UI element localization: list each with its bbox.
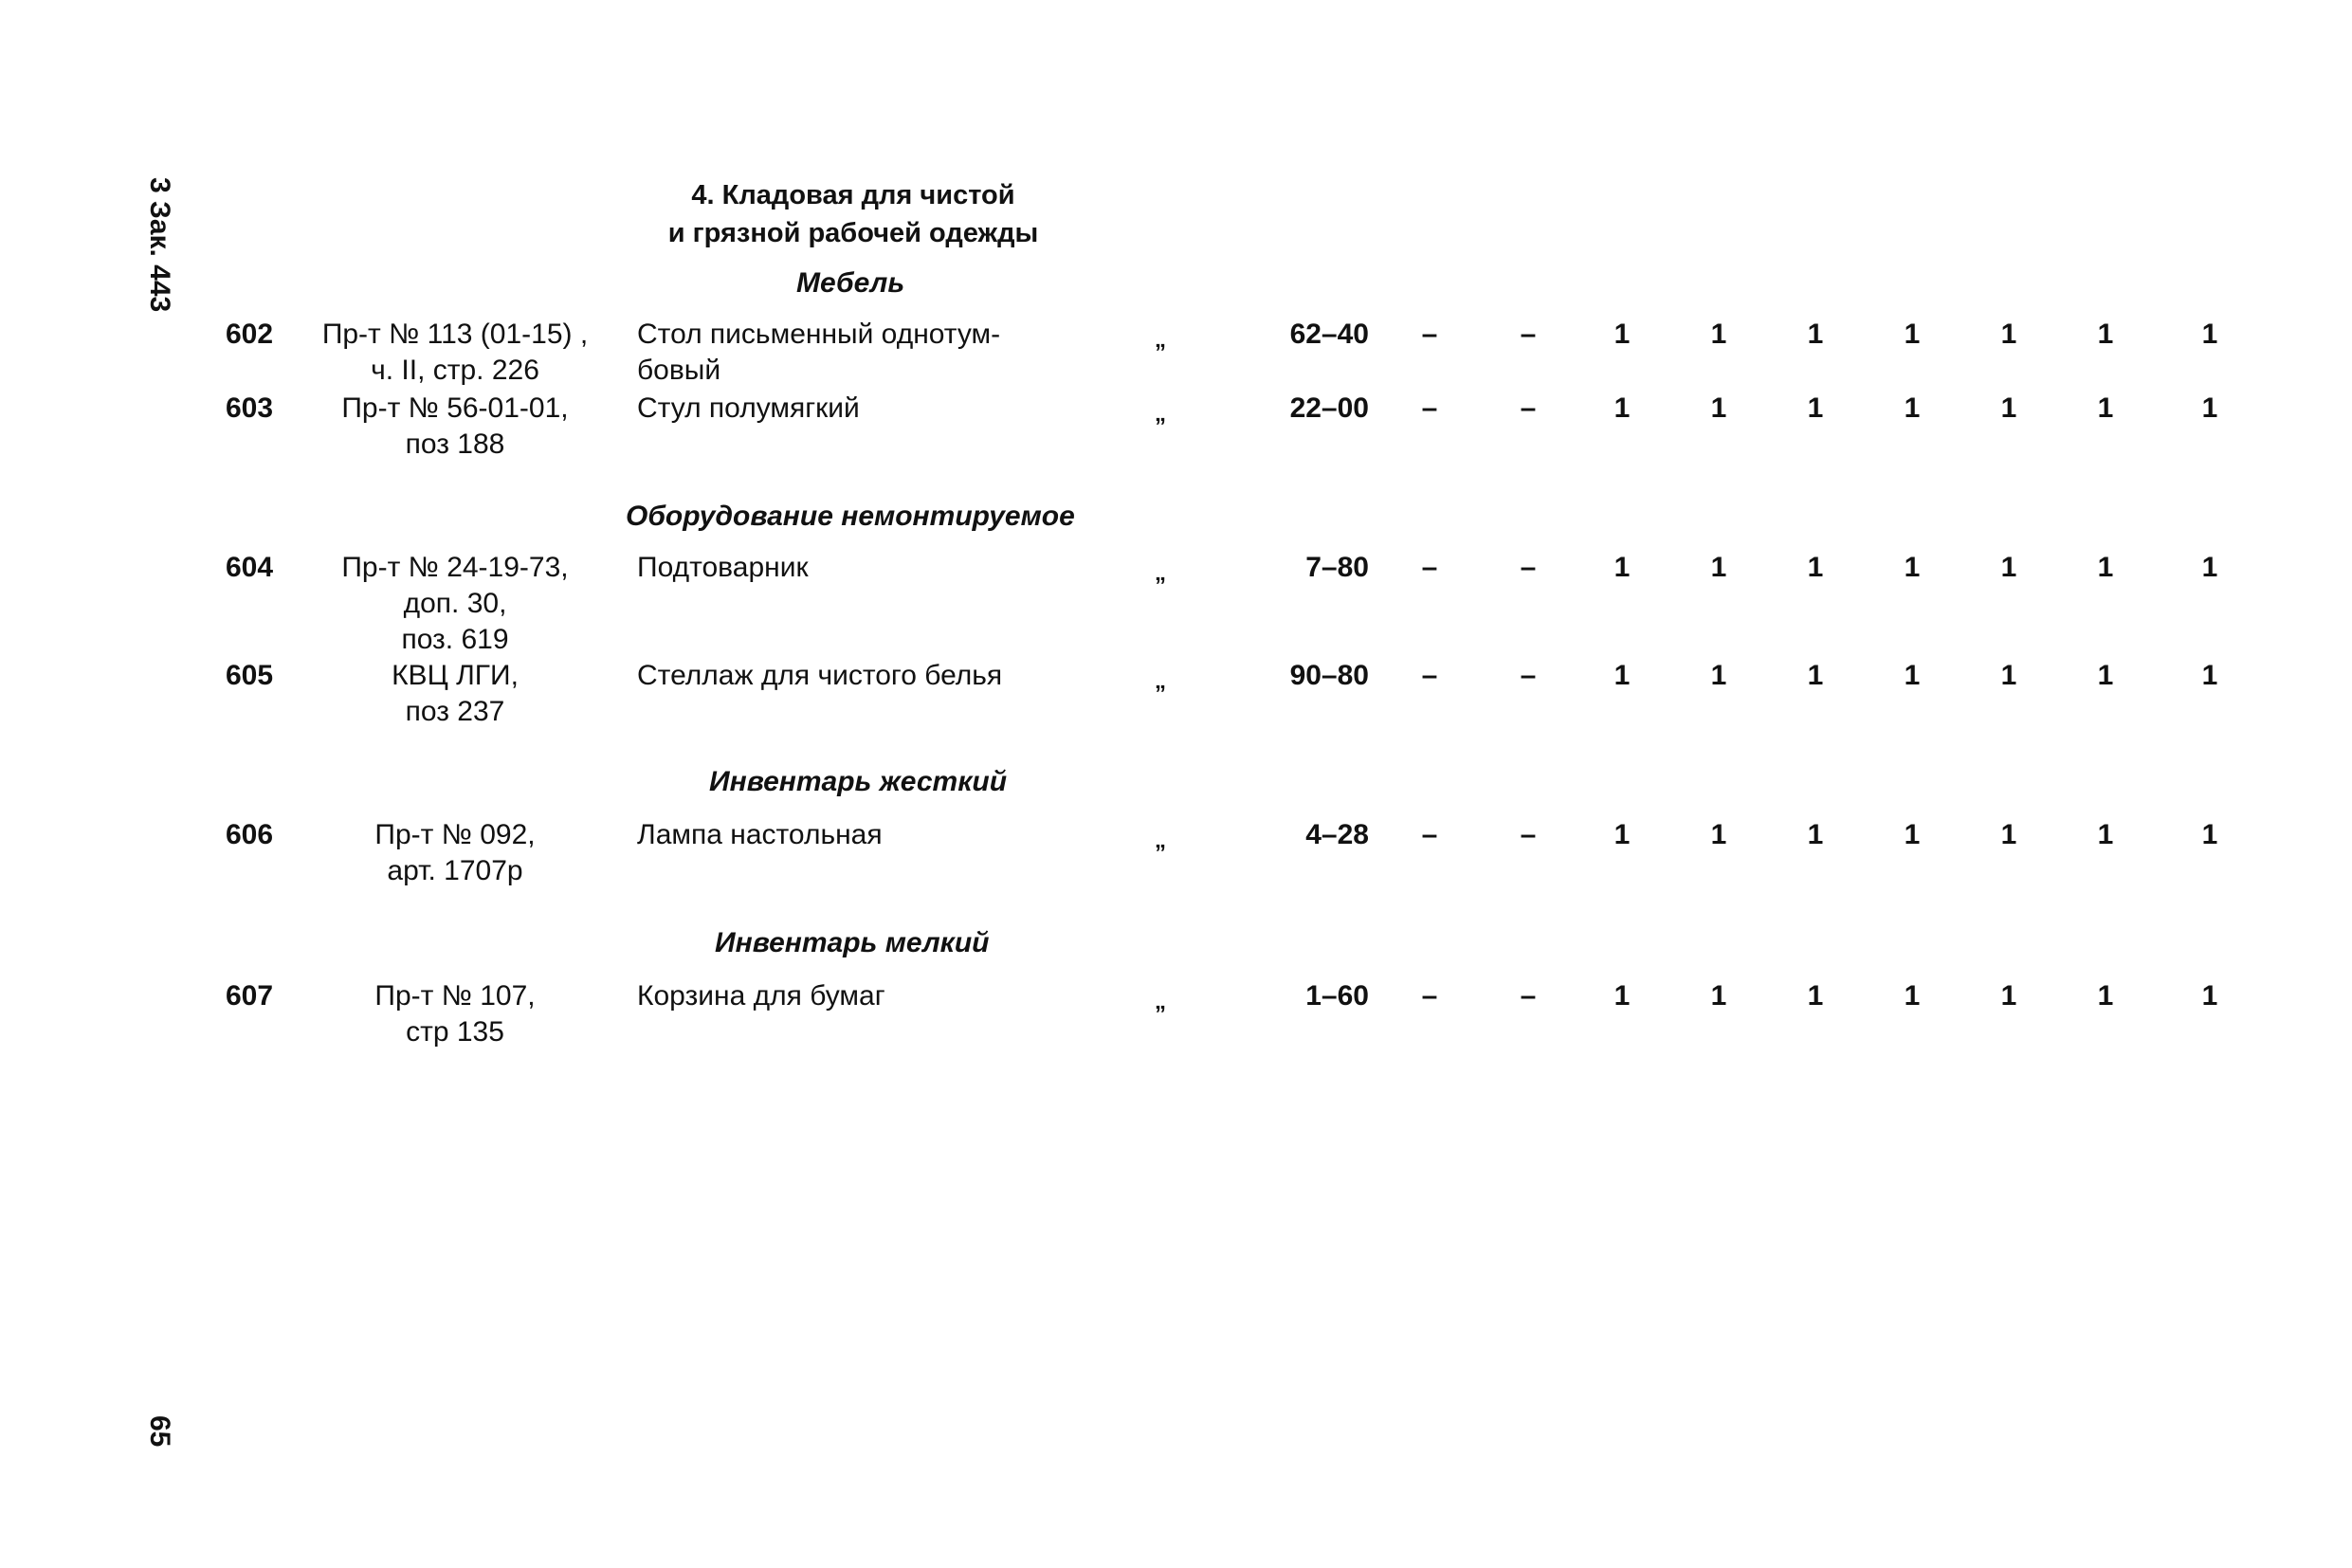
- section-title-equipment: Оборудование немонтируемое: [626, 501, 1075, 532]
- reference-line-2: арт. 1707р: [387, 855, 523, 886]
- qty-2: 1: [1710, 392, 1727, 424]
- qty-7: 1: [2201, 660, 2218, 691]
- qty-1: 1: [1614, 392, 1631, 424]
- qty-2: 1: [1710, 660, 1727, 691]
- row-number: 604: [226, 552, 274, 583]
- dash-2: –: [1520, 319, 1537, 350]
- qty-5: 1: [2000, 392, 2017, 424]
- qty-1: 1: [1614, 980, 1631, 1012]
- qty-1: 1: [1614, 660, 1631, 691]
- qty-3: 1: [1807, 552, 1824, 583]
- qty-3: 1: [1807, 660, 1824, 691]
- qty-5: 1: [2000, 980, 2017, 1012]
- price: 1–60: [1305, 980, 1369, 1012]
- qty-2: 1: [1710, 319, 1727, 350]
- dash-1: –: [1421, 980, 1438, 1012]
- dash-1: –: [1421, 660, 1438, 691]
- qty-4: 1: [1904, 552, 1921, 583]
- heading-line-1: 4. Кладовая для чистой: [691, 180, 1015, 210]
- reference-line-2: стр 135: [406, 1016, 504, 1048]
- section-title-small-inventory: Инвентарь мелкий: [715, 927, 990, 958]
- unit-ditto: „: [1155, 989, 1166, 1014]
- item-name-line-2: бовый: [637, 355, 721, 386]
- price: 4–28: [1305, 819, 1369, 850]
- reference-line-1: Пр-т № 24-19-73,: [341, 552, 569, 583]
- price: 7–80: [1305, 552, 1369, 583]
- section-title-hard-inventory: Инвентарь жесткий: [709, 766, 1008, 797]
- dash-2: –: [1520, 980, 1537, 1012]
- qty-7: 1: [2201, 980, 2218, 1012]
- row-number: 606: [226, 819, 274, 850]
- qty-6: 1: [2097, 392, 2114, 424]
- qty-6: 1: [2097, 660, 2114, 691]
- reference-line-1: КВЦ ЛГИ,: [392, 660, 519, 691]
- unit-ditto: „: [1155, 668, 1166, 694]
- row-number: 607: [226, 980, 274, 1012]
- qty-6: 1: [2097, 819, 2114, 850]
- reference-line-1: Пр-т № 092,: [374, 819, 536, 850]
- qty-3: 1: [1807, 319, 1824, 350]
- dash-2: –: [1520, 819, 1537, 850]
- item-name-line-1: Стеллаж для чистого белья: [637, 660, 1003, 691]
- qty-7: 1: [2201, 552, 2218, 583]
- reference-line-1: Пр-т № 107,: [374, 980, 536, 1012]
- item-name-line-1: Корзина для бумаг: [637, 980, 885, 1012]
- row-number: 603: [226, 392, 274, 424]
- item-name-line-1: Лампа настольная: [637, 819, 883, 850]
- reference-line-2: поз 188: [405, 428, 505, 460]
- reference-line-3: поз. 619: [401, 624, 509, 655]
- reference-line-2: ч. II, стр. 226: [371, 355, 539, 386]
- item-name-line-1: Стул полумягкий: [637, 392, 860, 424]
- item-name-line-1: Стол письменный однотум-: [637, 319, 1001, 350]
- qty-4: 1: [1904, 660, 1921, 691]
- qty-3: 1: [1807, 980, 1824, 1012]
- row-number: 605: [226, 660, 274, 691]
- order-number: 3 Зак. 443: [144, 177, 175, 313]
- dash-1: –: [1421, 552, 1438, 583]
- qty-6: 1: [2097, 980, 2114, 1012]
- section-title-furniture: Мебель: [796, 267, 905, 299]
- dash-1: –: [1421, 392, 1438, 424]
- qty-1: 1: [1614, 819, 1631, 850]
- qty-5: 1: [2000, 819, 2017, 850]
- qty-5: 1: [2000, 319, 2017, 350]
- dash-1: –: [1421, 819, 1438, 850]
- page-number: 65: [144, 1415, 175, 1448]
- section-heading: [607, 176, 1100, 252]
- unit-ditto: „: [1155, 828, 1166, 853]
- qty-3: 1: [1807, 392, 1824, 424]
- qty-2: 1: [1710, 980, 1727, 1012]
- qty-4: 1: [1904, 392, 1921, 424]
- dash-2: –: [1520, 660, 1537, 691]
- qty-7: 1: [2201, 319, 2218, 350]
- qty-7: 1: [2201, 819, 2218, 850]
- qty-6: 1: [2097, 552, 2114, 583]
- unit-ditto: „: [1155, 401, 1166, 427]
- price: 90–80: [1289, 660, 1369, 691]
- dash-2: –: [1520, 392, 1537, 424]
- qty-2: 1: [1710, 552, 1727, 583]
- qty-4: 1: [1904, 319, 1921, 350]
- price: 22–00: [1289, 392, 1369, 424]
- qty-7: 1: [2201, 392, 2218, 424]
- qty-6: 1: [2097, 319, 2114, 350]
- heading-line-2: и грязной рабочей одежды: [667, 218, 1039, 248]
- reference-line-2: доп. 30,: [403, 588, 507, 619]
- unit-ditto: „: [1155, 560, 1166, 586]
- qty-1: 1: [1614, 319, 1631, 350]
- qty-1: 1: [1614, 552, 1631, 583]
- qty-5: 1: [2000, 660, 2017, 691]
- reference-line-1: Пр-т № 113 (01-15) ,: [321, 319, 589, 350]
- qty-4: 1: [1904, 819, 1921, 850]
- price: 62–40: [1289, 319, 1369, 350]
- dash-2: –: [1520, 552, 1537, 583]
- qty-4: 1: [1904, 980, 1921, 1012]
- qty-3: 1: [1807, 819, 1824, 850]
- reference-line-2: поз 237: [405, 696, 505, 727]
- reference-line-1: Пр-т № 56-01-01,: [341, 392, 569, 424]
- qty-2: 1: [1710, 819, 1727, 850]
- item-name-line-1: Подтоварник: [637, 552, 809, 583]
- qty-5: 1: [2000, 552, 2017, 583]
- dash-1: –: [1421, 319, 1438, 350]
- unit-ditto: „: [1155, 327, 1166, 353]
- row-number: 602: [226, 319, 274, 350]
